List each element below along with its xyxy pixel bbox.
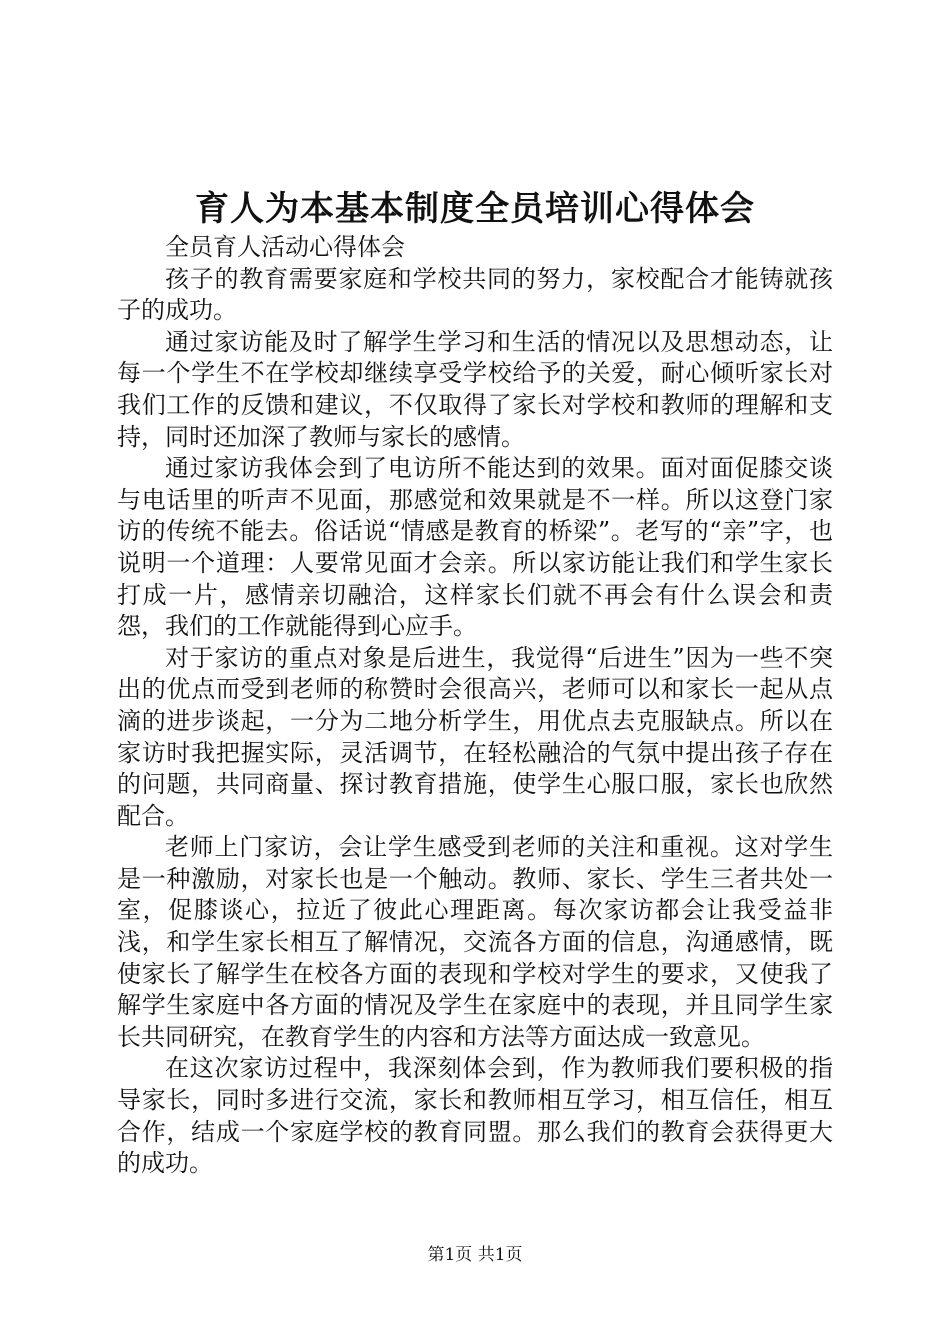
- paragraph: 通过家访能及时了解学生学习和生活的情况以及思想动态，让每一个学生不在学校却继续享受学校给予的关爱，耐心倾听家长对我们工作的反馈和建议，不仅取得了家长对学校和教师的理解和支持，同时还加深了教师与家长的感情。: [117, 327, 833, 451]
- document-body: [117, 232, 833, 1180]
- document-title: 育人为本基本制度全员培训心得体会: [195, 189, 755, 229]
- paragraph-subtitle: 全员育人活动心得体会: [165, 233, 405, 261]
- paragraph: 在这次家访过程中，我深刻体会到，作为教师我们要积极的指导家长，同时多进行交流，家长和教师相互学习，相互信任，相互合作，结成一个家庭学校的教育同盟。那么我们的教育会获得更大的成功。: [117, 1054, 833, 1178]
- paragraph: 老师上门家访，会让学生感受到老师的关注和重视。这对学生是一种激励，对家长也是一个触动。教师、家长、学生三者共处一室，促膝谈心，拉近了彼此心理距离。每次家访都会让我受益非浅，和学生家长相互了解情况，交流各方面的信息，沟通感情，既使家长了解学生在校各方面的表现和学校对学生的要求，又使我了解学生家庭中各方面的情况及学生在家庭中的表现，并且同学生家长共同研究，在教育学生的内容和方法等方面达成一致意见。: [117, 833, 833, 1051]
- paragraph: 孩子的教育需要家庭和学校共同的努力，家校配合才能铸就孩子的成功。: [117, 264, 833, 325]
- paragraph: 对于家访的重点对象是后进生，我觉得“后进生”因为一些不突出的优点而受到老师的称赞时会很高兴，老师可以和家长一起从点滴的进步谈起，一分为二地分析学生，用优点去克服缺点。所以在家访时我把握实际，灵活调节，在轻松融洽的气氛中提出孩子存在的问题，共同商量、探讨教育措施，使学生心服口服，家长也欣然配合。: [117, 643, 833, 830]
- page-footer: 第1页 共1页: [427, 1245, 523, 1265]
- paragraph: 通过家访我体会到了电访所不能达到的效果。面对面促膝交谈与电话里的听声不见面，那感觉和效果就是不一样。所以这登门家访的传统不能去。俗话说“情感是教育的桥梁”。老写的“亲”字，也说明一个道理：人要常见面才会亲。所以家访能让我们和学生家长打成一片，感情亲切融洽，这样家长们就不再会有什么误会和责怨，我们的工作就能得到心应手。: [117, 454, 833, 641]
